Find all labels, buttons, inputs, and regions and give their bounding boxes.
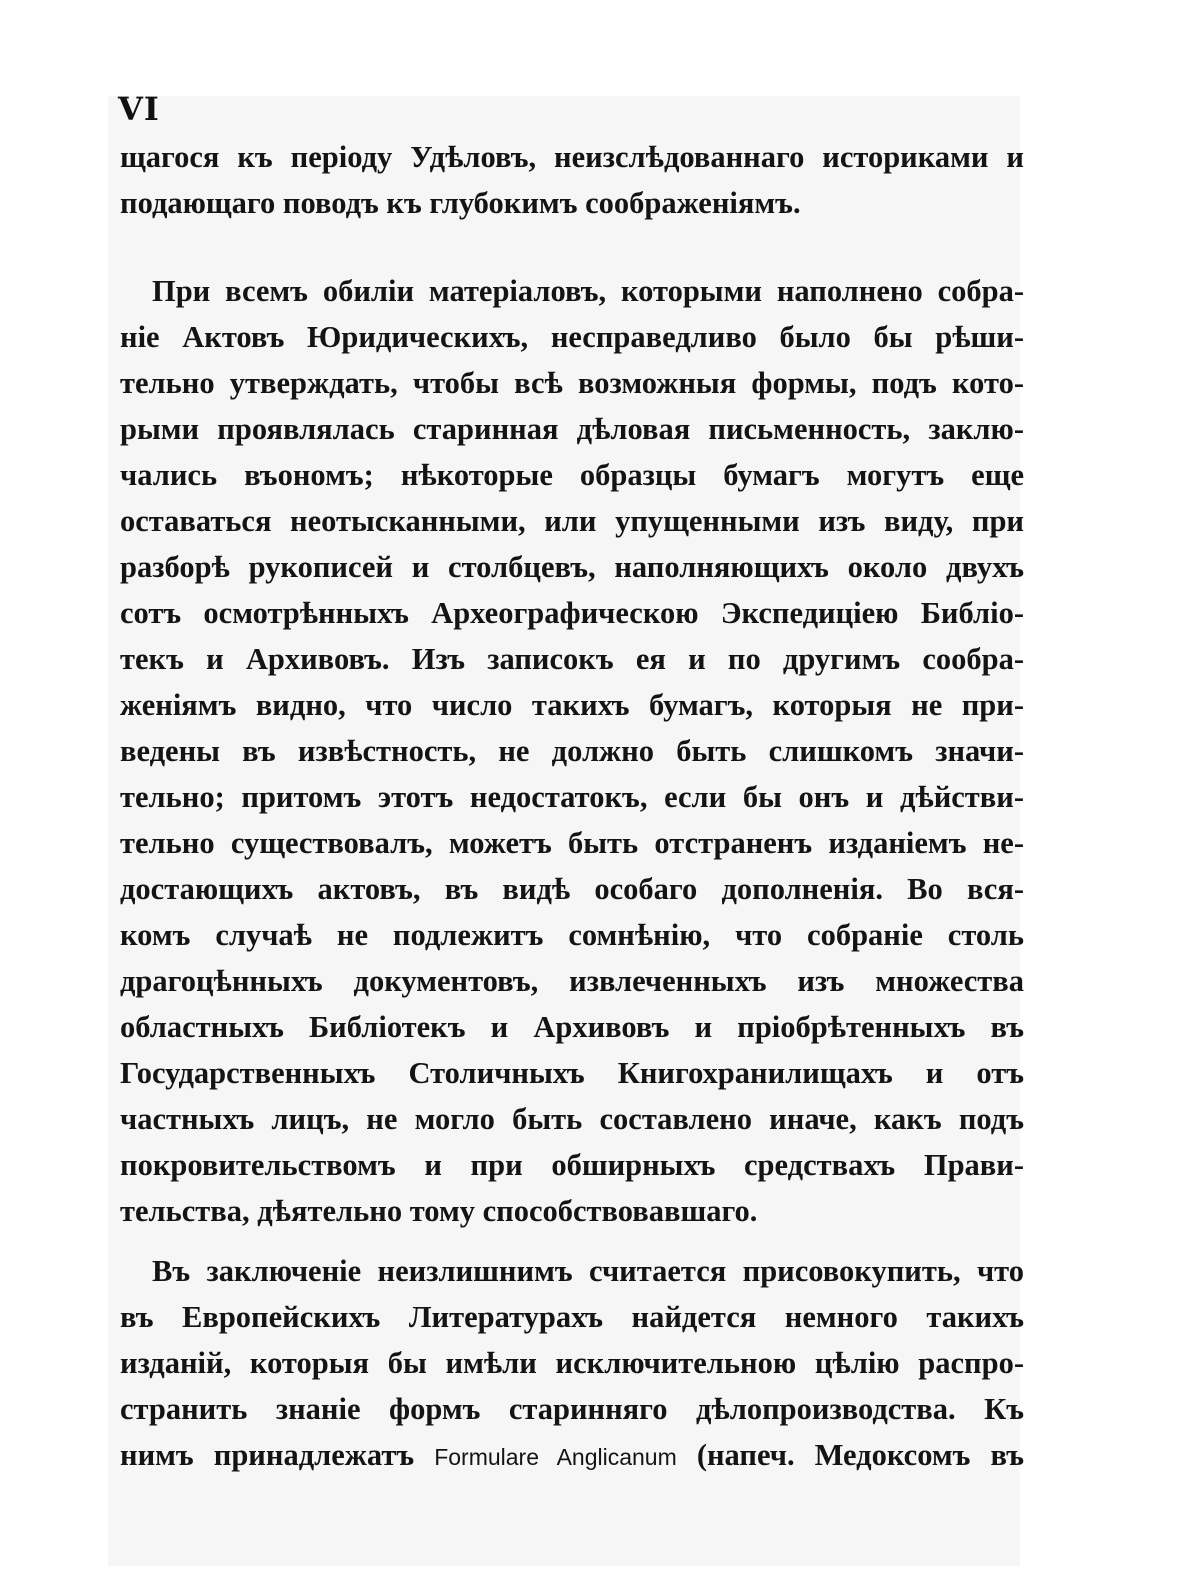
text-line: ніе Актовъ Юридическихъ, несправедливо было бы рѣши-: [120, 320, 1024, 354]
paragraph-materials: [120, 268, 1024, 1234]
text-line: текъ и Архивовъ. Изъ записокъ ея и по другимъ сообра-: [120, 642, 1024, 676]
paragraph-conclusion: [120, 1248, 1024, 1478]
text-line: оставаться неотысканными, или упущенными изъ виду, при: [120, 504, 1024, 538]
text-line: тельства, дѣятельно тому способствовавшаго.: [120, 1194, 758, 1228]
final-line-end: (напеч. Медоксомъ въ: [676, 1438, 1024, 1472]
text-line: областныхъ Библіотекъ и Архивовъ и пріобрѣтенныхъ въ: [120, 1010, 1024, 1044]
text-line: Государственныхъ Столичныхъ Книгохранилищахъ и отъ: [120, 1056, 1024, 1090]
text-line: женіямъ видно, что число такихъ бумагъ, которыя не при-: [120, 688, 1024, 722]
text-line: частныхъ лицъ, не могло быть составлено иначе, какъ подъ: [120, 1102, 1024, 1136]
paragraph-continuation: [120, 134, 1024, 226]
text-line: комъ случаѣ не подлежитъ сомнѣнію, что собраніе столь: [120, 918, 1024, 952]
text-line: тельно утверждать, чтобы всѣ возможныя формы, подъ кото-: [120, 366, 1024, 400]
final-line-start: нимъ принадлежатъ: [120, 1438, 435, 1472]
text-line: сотъ осмотрѣнныхъ Археографическою Экспедиціею Библіо-: [120, 596, 1024, 630]
text-line: Въ заключеніе неизлишнимъ считается присовокупить, что: [152, 1254, 1024, 1288]
text-line: ведены въ извѣстность, не должно быть слишкомъ значи-: [120, 734, 1024, 768]
text-line-final: [120, 1432, 1024, 1478]
text-line: щагося къ періоду Удѣловъ, неизслѣдованнаго историками и: [120, 140, 1024, 174]
text-line: тельно; притомъ этотъ недостатокъ, если бы онъ и дѣйстви-: [120, 780, 1024, 814]
text-line: покровительствомъ и при обширныхъ средствахъ Прави-: [120, 1148, 1024, 1182]
text-line: достающихъ актовъ, въ видѣ особаго дополненія. Во вся-: [120, 872, 1024, 906]
text-line: тельно существовалъ, можетъ быть отстраненъ изданіемъ не-: [120, 826, 1024, 860]
text-line: изданій, которыя бы имѣли исключительною цѣлію распро-: [120, 1346, 1024, 1380]
page-number: VI: [118, 90, 160, 128]
text-line: драгоцѣнныхъ документовъ, извлеченныхъ изъ множества: [120, 964, 1024, 998]
text-line: разборѣ рукописей и столбцевъ, наполняющихъ около двухъ: [120, 550, 1024, 584]
text-line: рыми проявлялась старинная дѣловая письменность, заклю-: [120, 412, 1024, 446]
latin-title: Formulare Anglicanum: [434, 1444, 677, 1470]
text-line: странить знаніе формъ старинняго дѣлопроизводства. Къ: [120, 1392, 1024, 1426]
text-line: въ Европейскихъ Литературахъ найдется немного такихъ: [120, 1300, 1024, 1334]
text-line: чались въономъ; нѣкоторые образцы бумагъ могутъ еще: [120, 458, 1024, 492]
text-line: При всемъ обиліи матеріаловъ, которыми наполнено собра-: [152, 274, 1024, 308]
text-line: подающаго поводъ къ глубокимъ соображеніямъ.: [120, 186, 801, 220]
